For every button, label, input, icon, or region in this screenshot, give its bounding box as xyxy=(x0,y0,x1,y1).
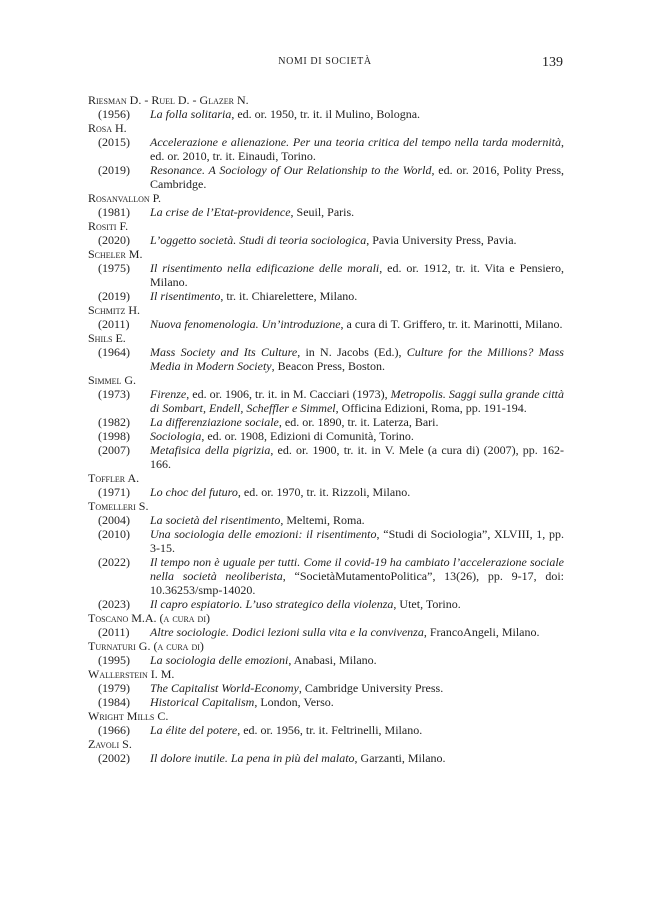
entry-text xyxy=(150,555,564,597)
entry-title: La élite del potere xyxy=(150,723,238,737)
entry-details: , tr. it. Chiarelettere, Milano. xyxy=(220,289,358,303)
bibliography-author-block xyxy=(88,667,564,709)
bibliography-entry xyxy=(88,429,564,443)
bibliography-entry xyxy=(88,597,564,611)
bibliography-entry xyxy=(88,317,564,331)
entry-title: Accelerazione e alienazione. Per una teoria critica del tempo nella tarda modernità xyxy=(150,135,561,149)
entry-details: , a cura di T. Griffero, tr. it. Marinotti, Milano. xyxy=(340,317,563,331)
author-name: Wright Mills C. xyxy=(88,709,169,723)
entry-year: (2004) xyxy=(98,513,130,527)
bibliography-author-block xyxy=(88,331,564,373)
entry-year: (1979) xyxy=(98,681,130,695)
entry-title: Firenze xyxy=(150,387,187,401)
author-name: Turnaturi G. (a cura di) xyxy=(88,639,204,653)
bibliography-entry xyxy=(88,415,564,429)
entry-details: , Cambridge University Press. xyxy=(298,681,444,695)
entry-details: , Meltemi, Roma. xyxy=(280,513,365,527)
entry-title: Il dolore inutile. La pena in più del malato xyxy=(150,751,355,765)
bibliography-entry xyxy=(88,107,564,121)
entry-details: , Beacon Press, Boston. xyxy=(271,359,385,373)
author-name: Simmel G. xyxy=(88,373,137,387)
bibliography-entry xyxy=(88,205,564,219)
author-name: Riesman D. - Ruel D. - Glazer N. xyxy=(88,93,249,107)
entry-year: (1971) xyxy=(98,485,130,499)
bibliography-entry xyxy=(88,345,564,373)
entry-text xyxy=(150,387,564,415)
entry-title: Una sociologia delle emozioni: il risentimento xyxy=(150,527,377,541)
bibliography-entry xyxy=(88,261,564,289)
bibliography-entry xyxy=(88,555,564,597)
entry-text xyxy=(150,135,564,163)
author-name: Toscano M.A. (a cura di) xyxy=(88,611,210,625)
bibliography-entry xyxy=(88,527,564,555)
entry-year: (1964) xyxy=(98,345,130,359)
entry-details: , ed. or. 1950, tr. it. il Mulino, Bologna. xyxy=(231,107,421,121)
author-name: Rositi F. xyxy=(88,219,129,233)
entry-text xyxy=(150,429,564,443)
entry-details: , ed. or. 1970, tr. it. Rizzoli, Milano. xyxy=(237,485,411,499)
entry-text xyxy=(150,625,564,639)
bibliography-author-block xyxy=(88,499,564,611)
entry-year: (1982) xyxy=(98,415,130,429)
entry-title: La differenziazione sociale xyxy=(150,415,279,429)
bibliography-author-block xyxy=(88,247,564,303)
bibliography-entry xyxy=(88,289,564,303)
entry-year: (2010) xyxy=(98,527,130,541)
bibliography-author-block xyxy=(88,121,564,191)
entry-title: Nuova fenomenologia. Un’introduzione xyxy=(150,317,341,331)
bibliography-entry xyxy=(88,695,564,709)
bibliography-author-block xyxy=(88,219,564,247)
entry-details: , Utet, Torino. xyxy=(393,597,461,611)
page-number: 139 xyxy=(542,55,563,70)
entry-text xyxy=(150,107,564,121)
entry-year: (2011) xyxy=(98,317,130,331)
entry-text xyxy=(150,205,564,219)
entry-year: (2022) xyxy=(98,555,130,569)
entry-year: (2019) xyxy=(98,289,130,303)
entry-text xyxy=(150,513,564,527)
author-name: Schmitz H. xyxy=(88,303,141,317)
entry-title: Metafisica della pigrizia xyxy=(150,443,271,457)
bibliography-author-block xyxy=(88,471,564,499)
entry-details: , Seuil, Paris. xyxy=(290,205,355,219)
entry-details: , London, Verso. xyxy=(254,695,334,709)
entry-year: (2023) xyxy=(98,597,130,611)
entry-title: The Capitalist World-Economy xyxy=(150,681,299,695)
entry-title: L’oggetto società. Studi di teoria sociologica xyxy=(150,233,367,247)
entry-year: (1984) xyxy=(98,695,130,709)
entry-text xyxy=(150,317,564,331)
entry-details: , Pavia University Press, Pavia. xyxy=(366,233,517,247)
entry-text xyxy=(150,597,564,611)
author-name: Tomelleri S. xyxy=(88,499,149,513)
entry-title: Sociologia xyxy=(150,429,202,443)
entry-year: (2019) xyxy=(98,163,130,177)
entry-text xyxy=(150,681,564,695)
entry-year: (1995) xyxy=(98,653,130,667)
entry-details: , “Studi di Sociologia”, XLVIII, 1, pp. 3-15. xyxy=(150,527,564,555)
entry-title: La società del risentimento xyxy=(150,513,281,527)
entry-text xyxy=(150,485,564,499)
entry-text xyxy=(150,527,564,555)
entry-title: Il risentimento nella edificazione delle morali xyxy=(150,261,380,275)
bibliography-author-block xyxy=(88,737,564,765)
entry-year: (2020) xyxy=(98,233,130,247)
entry-title: La folla solitaria xyxy=(150,107,232,121)
author-name: Rosanvallon P. xyxy=(88,191,161,205)
entry-text xyxy=(150,233,564,247)
entry-title: Il risentimento xyxy=(150,289,221,303)
entry-details: , ed. or. 2016, Polity Press, Cambridge. xyxy=(150,163,565,191)
entry-details: , in N. Jacobs (Ed.), xyxy=(297,345,407,359)
bibliography-entry xyxy=(88,233,564,247)
entry-title: Il capro espiatorio. L’uso strategico della violenza xyxy=(150,597,394,611)
entry-text xyxy=(150,695,564,709)
entry-details: , ed. or. 1890, tr. it. Laterza, Bari. xyxy=(278,415,439,429)
bibliography-author-block xyxy=(88,373,564,471)
entry-title: Altre sociologie. Dodici lezioni sulla vita e la convivenza xyxy=(150,625,424,639)
entry-year: (1998) xyxy=(98,429,130,443)
bibliography-entry xyxy=(88,625,564,639)
entry-title: Metropolis. Saggi sulla grande città di Sombart, Endell, Scheffler e Simmel xyxy=(150,387,564,415)
entry-text xyxy=(150,751,564,765)
entry-year: (1981) xyxy=(98,205,130,219)
entry-details: , “SocietàMutamentoPolitica”, 13(26), pp. 9-17, doi: 10.36253/smp-14020. xyxy=(150,569,564,597)
author-name: Shils E. xyxy=(88,331,126,345)
bibliography-author-block xyxy=(88,303,564,331)
bibliography-entry xyxy=(88,653,564,667)
entry-title: Historical Capitalism xyxy=(150,695,255,709)
entry-title: Lo choc del futuro xyxy=(150,485,238,499)
bibliography-author-block xyxy=(88,191,564,219)
entry-year: (2007) xyxy=(98,443,130,457)
entry-details: , ed. or. 2010, tr. it. Einaudi, Torino. xyxy=(150,135,564,163)
bibliography-entry xyxy=(88,387,564,415)
entry-year: (1956) xyxy=(98,107,130,121)
entry-text xyxy=(150,345,564,373)
bibliography-entry xyxy=(88,163,564,191)
entry-details: , Officina Edizioni, Roma, pp. 191-194. xyxy=(335,401,527,415)
bibliography-author-block xyxy=(88,709,564,737)
author-name: Scheler M. xyxy=(88,247,143,261)
entry-details: , ed. or. 1912, tr. it. Vita e Pensiero, Milano. xyxy=(150,261,564,289)
bibliography-entry xyxy=(88,443,564,471)
entry-year: (1975) xyxy=(98,261,130,275)
bibliography-author-block xyxy=(88,93,564,121)
entry-details: , Garzanti, Milano. xyxy=(354,751,446,765)
author-name: Wallerstein I. M. xyxy=(88,667,175,681)
entry-details: , FrancoAngeli, Milano. xyxy=(423,625,540,639)
bibliography-entry xyxy=(88,751,564,765)
entry-year: (1973) xyxy=(98,387,130,401)
bibliography-author-block xyxy=(88,611,564,639)
entry-title: Resonance. A Sociology of Our Relationship to the World xyxy=(150,163,432,177)
bibliography-entry xyxy=(88,723,564,737)
entry-year: (2011) xyxy=(98,625,130,639)
entry-title: Il tempo non è uguale per tutti. Come il covid-19 ha cambiato l’accelerazione sociale nella società neoliberista xyxy=(150,555,564,583)
entry-details: , Anabasi, Milano. xyxy=(288,653,377,667)
entry-title: Culture for the Millions? Mass Media in Modern Society xyxy=(150,345,564,373)
running-head: NOMI DI SOCIETÀ xyxy=(278,56,372,67)
entry-title: La sociologia delle emozioni xyxy=(150,653,289,667)
bibliography-author-block xyxy=(88,639,564,667)
bibliography-entry xyxy=(88,135,564,163)
bibliography-entry xyxy=(88,681,564,695)
entry-year: (2002) xyxy=(98,751,130,765)
bibliography-entry xyxy=(88,513,564,527)
entry-text xyxy=(150,415,564,429)
author-name: Rosa H. xyxy=(88,121,127,135)
entry-details: , ed. or. 1906, tr. it. in M. Cacciari (1973), xyxy=(186,387,391,401)
bibliography-list xyxy=(88,93,564,765)
entry-title: La crise de l’Etat-providence xyxy=(150,205,291,219)
entry-title: Mass Society and Its Culture xyxy=(150,345,298,359)
entry-details: , ed. or. 1900, tr. it. in V. Mele (a cura di) (2007), pp. 162-166. xyxy=(150,443,564,471)
entry-text xyxy=(150,163,564,191)
entry-text xyxy=(150,443,564,471)
entry-text xyxy=(150,653,564,667)
bibliography-entry xyxy=(88,485,564,499)
entry-details: , ed. or. 1908, Edizioni di Comunità, Torino. xyxy=(201,429,414,443)
entry-text xyxy=(150,723,564,737)
entry-details: , ed. or. 1956, tr. it. Feltrinelli, Milano. xyxy=(237,723,423,737)
entry-year: (1966) xyxy=(98,723,130,737)
author-name: Toffler A. xyxy=(88,471,140,485)
entry-text xyxy=(150,289,564,303)
author-name: Zavoli S. xyxy=(88,737,132,751)
entry-text xyxy=(150,261,564,289)
entry-year: (2015) xyxy=(98,135,130,149)
